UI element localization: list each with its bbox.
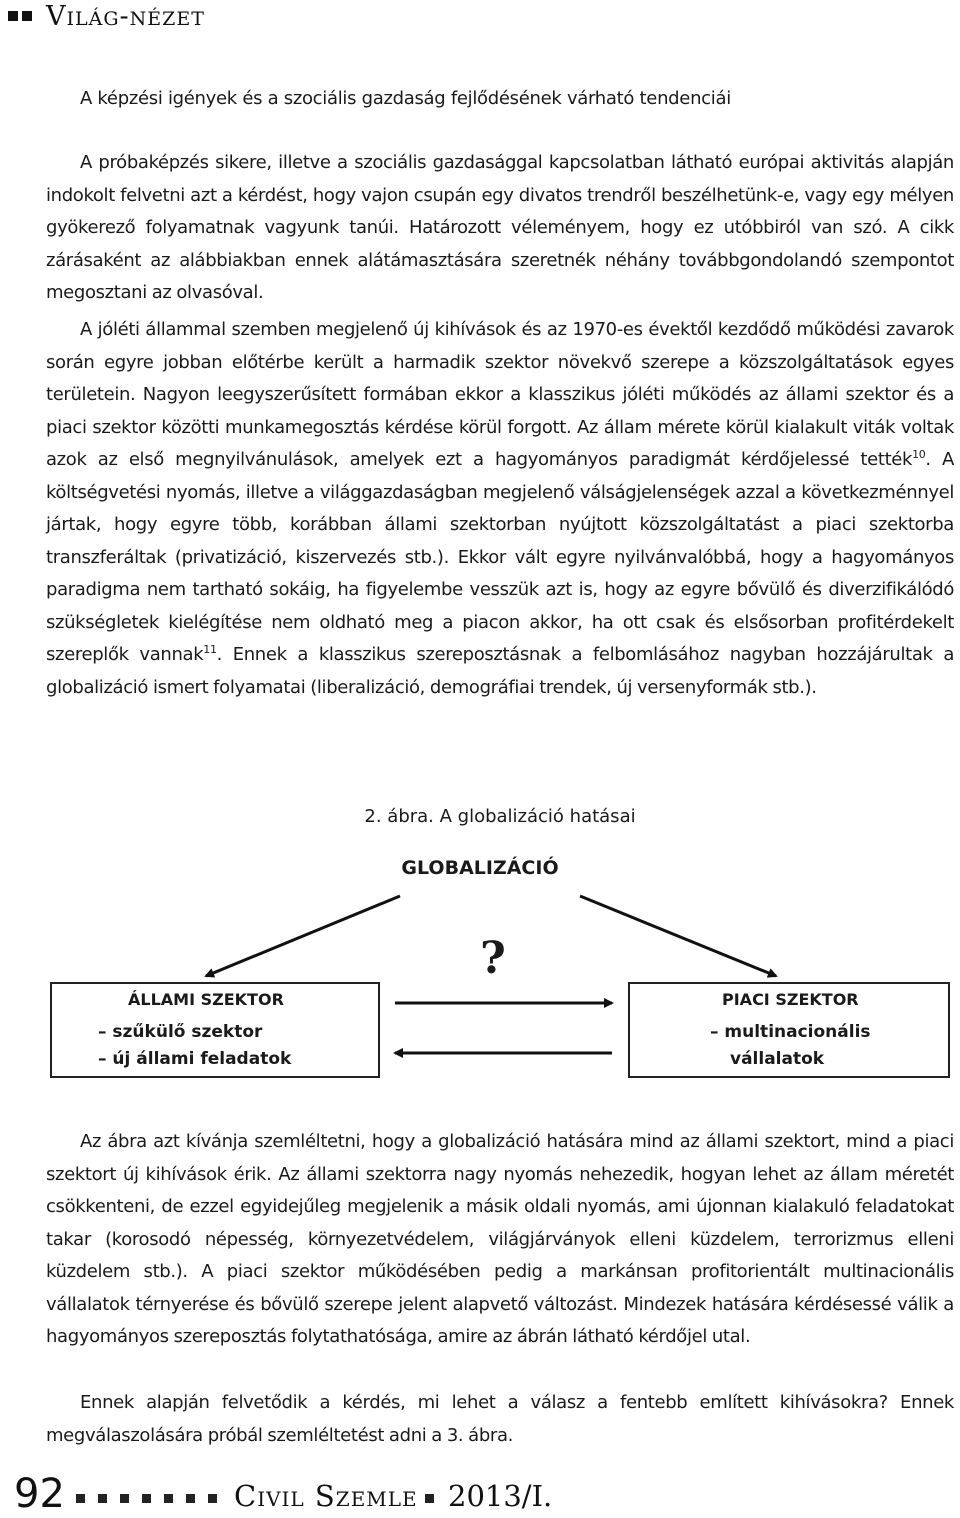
arrow-to-market-sector (580, 896, 776, 976)
footer-square-icon (120, 1494, 129, 1503)
footer-square-icon (208, 1494, 217, 1503)
article-subtitle: A képzési igények és a szociális gazdaság fejlődésének várható tendenciái (80, 88, 731, 109)
market-sector-box (628, 982, 950, 1078)
state-sector-item-2: – új állami feladatok (98, 1049, 292, 1069)
state-sector-box (50, 982, 380, 1078)
market-sector-title: PIACI SZEKTOR (722, 990, 859, 1009)
paragraph-4: Ennek alapján felvetődik a kérdés, mi lehet a válasz a fentebb említett kihívásokra? Ennek megválaszolására próbál szemléltetést adni a 3. ábra. (46, 1392, 954, 1446)
page-number: 92 (14, 1471, 65, 1517)
figure-caption: 2. ábra. A globalizáció hatásai (364, 806, 636, 827)
state-sector-item-1: – szűkülő szektor (98, 1022, 263, 1042)
question-mark: ? (480, 933, 506, 984)
section-header-title: Világ-nézet (46, 1, 205, 32)
footnote-ref-10: 10 (912, 448, 926, 461)
journal-issue: 2013/I. (448, 1479, 553, 1513)
footer-square-icon (425, 1494, 434, 1503)
paragraph-2-text-b: . A költségvetési nyomás, illetve a világgazdaságban megjelenő válságjelenségek azzal a következménnyel jártak, hogy egyre több, korábban állami szektorban nyújtott közszolgáltatást a piaci szektorba transzferáltak (privatizáció, kiszervezés stb.). Ekkor vált egyre nyilvánvalóbbá, hogy a hagyományos paradigma nem tartható sokáig, ha figyelembe vesszük azt is, hogy az egyre bővülő és diverzifikálódó szükségletek kielégítése nem oldható meg a piacon akkor, ha ott csak és elsősorban profitérdekelt szereplők vannak (46, 449, 955, 665)
header-square-icon (22, 11, 32, 21)
footer-square-icon (186, 1494, 195, 1503)
figure-globalization-label: GLOBALIZÁCIÓ (401, 857, 559, 879)
footer-square-icon (164, 1494, 173, 1503)
footer-square-icon (98, 1494, 107, 1503)
state-sector-title: ÁLLAMI SZEKTOR (128, 990, 284, 1009)
arrow-to-state-sector (206, 896, 400, 976)
paragraph-1: A próbaképzés sikere, illetve a szociális gazdasággal kapcsolatban látható európai aktivitás alapján indokolt felvetni azt a kérdést, hogy vajon csupán egy divatos trendről beszélhetünk-e, vagy egy mélyen gyökerező folyamatnak vagyunk tanúi. Határozott véleményem, hogy ez utóbbiról van szó. A cikk zárásaként az alábbiakban ennek alátámasztására szeretnék néhány továbbgondolandó szempontot megosztani az olvasóval. (46, 152, 954, 303)
paragraph-3: Az ábra azt kívánja szemléltetni, hogy a globalizáció hatására mind az állami szektort, mind a piaci szektort új kihívások érik. Az állami szektorra nagy nyomás nehezedik, hogyan lehet az állam méretét csökkenteni, de ezzel egyidejűleg megjelenik a másik oldali nyomás, ami újonnan kialakuló feladatokat takar (korosodó népesség, környezetvédelem, világjárványok elleni küzdelem, terrorizmus elleni küzdelem stb.). A piaci szektor működésében pedig a markánsan profitorientált multinacionális vállalatok térnyerése és bővülő szerepe jelent alapvető változást. Mindezek hatására kérdésessé válik a hagyományos szereposztás folytathatósága, amire az ábrán látható kérdőjel utal. (46, 1131, 954, 1347)
paragraph-2-text-c: . Ennek a klasszikus szereposztásnak a felbomlásához nagyban hozzájárultak a globalizáció ismert folyamatai (liberalizáció, demográfiai trendek, új versenyformák stb.). (46, 644, 955, 698)
market-sector-item-1: – multinacionális (710, 1022, 871, 1042)
journal-name: Civil Szemle (234, 1479, 418, 1513)
paragraph-2 (46, 314, 954, 704)
header-square-icon (8, 11, 18, 21)
paragraph-2-text-a: A jóléti állammal szemben megjelenő új kihívások és az 1970-es évektől kezdődő működési zavarok során egyre jobban előtérbe került a harmadik szektor növekvő szerepe a közszolgáltatások egyes területein. Nagyon leegyszerűsített formában ekkor a klasszikus jóléti működés az állami szektor és a piaci szektor közötti munkamegosztás kérdése körül forgott. Az állam mérete körül kialakult viták voltak azok az első megnyilvánulások, amelyek ezt a hagyományos paradigmát kérdőjelessé tették (46, 319, 954, 470)
footnote-ref-11: 11 (203, 643, 217, 656)
market-sector-item-2: vállalatok (730, 1049, 825, 1069)
footer-square-icon (142, 1494, 151, 1503)
footer-square-icon (76, 1494, 85, 1503)
